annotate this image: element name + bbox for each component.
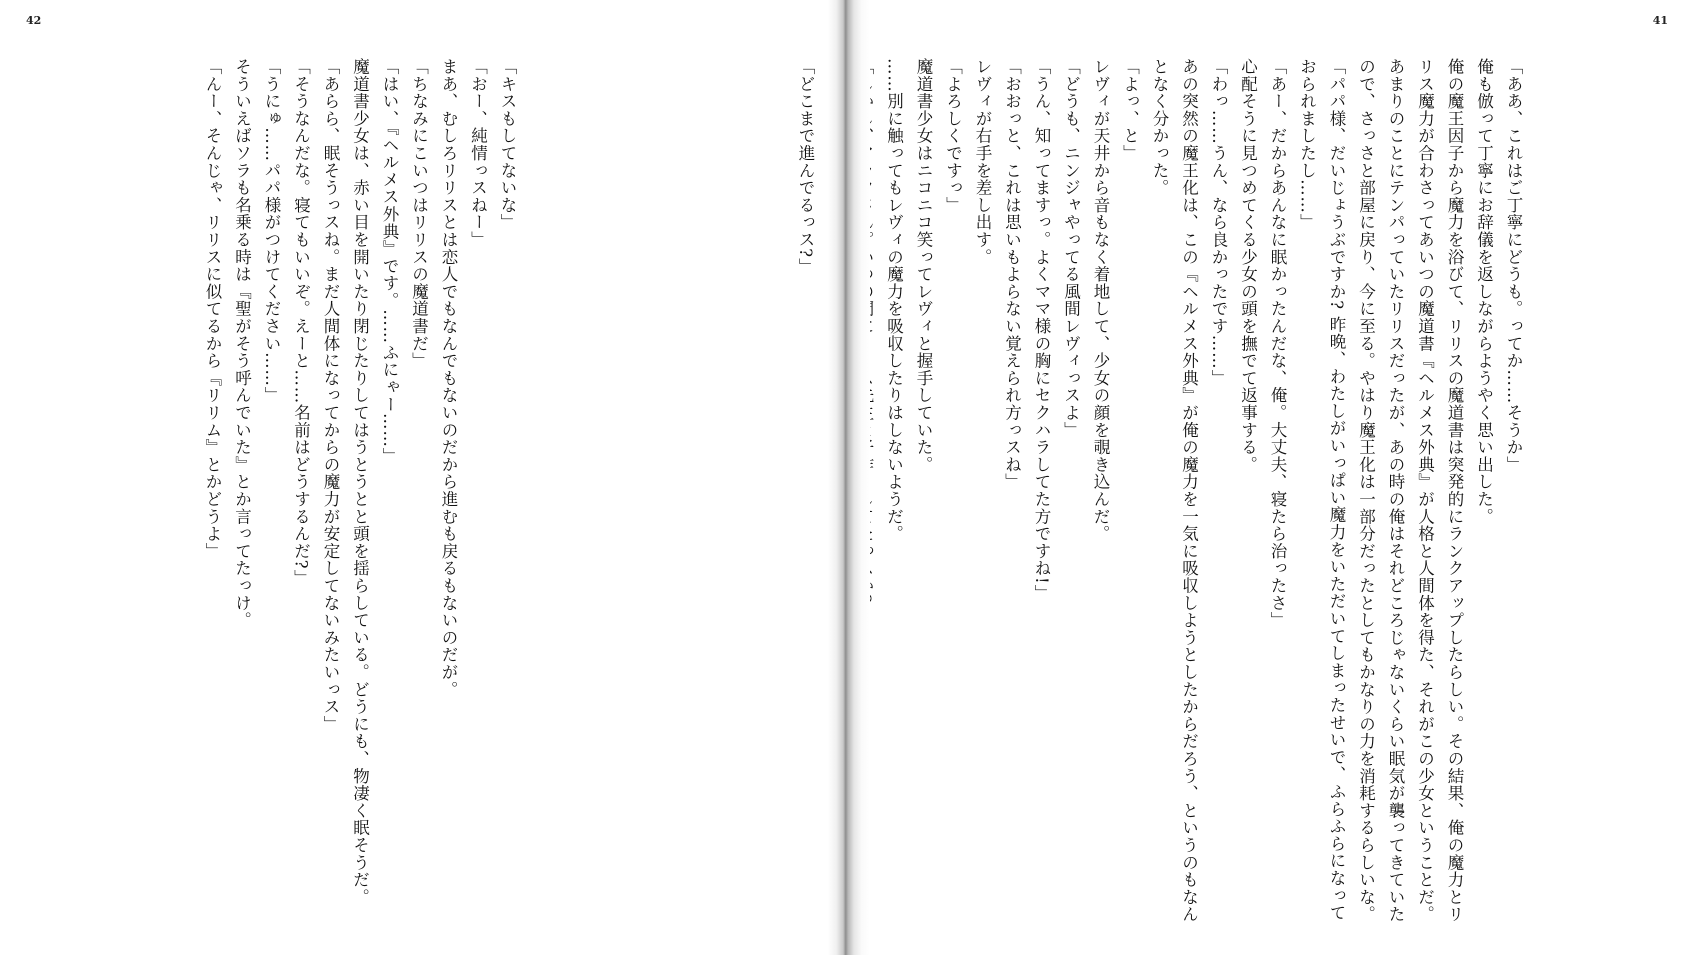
page-number: 42	[26, 14, 42, 27]
text-line: ので、さっさと部屋に戻り、今に至る。やはり魔王化は一部分だったとしてもかなりの力を消耗するらしいな。	[1356, 58, 1376, 923]
text-line: 「おおっと、これは思いもよらない覚えられ方っスね」	[1002, 58, 1022, 491]
text-line: 「どこまで進んでるっス?」	[796, 58, 815, 276]
text-line: リス魔力が合わさってあいつの魔道書『ヘルメス外典』が人格と人間体を得た、それがこの少女ということだ。	[1415, 58, 1435, 923]
text-line: ……別に触ってもレヴィの魔力を吸収したりはしないようだ。	[884, 58, 904, 543]
text-line: おられましたし……」	[1297, 58, 1317, 231]
page-number: 41	[1652, 14, 1668, 27]
text-line: 「んー、そんじゃ、リリスに似てるから『リリム』とかどうよ」	[203, 58, 222, 560]
text-line: そういえばソラも名乗る時は『聖がそう呼んでいた』とか言ってたっけ。	[232, 58, 252, 629]
right-page	[796, 0, 1700, 955]
text-line: 「ああ、これはご丁寧にどうも。ってか……そうか」	[1504, 58, 1523, 474]
text-line: 俺も倣って丁寧にお辞儀を返しながらようやく思い出した。	[1474, 58, 1494, 526]
text-line: 「キスもしてないな」	[498, 58, 517, 231]
left-page-text	[198, 58, 523, 938]
text-line: 「どうも、ニンジャやってる風間レヴィっスよ」	[1061, 58, 1081, 439]
text-line: まあ、むしろリリスとは恋人でもなんでもないのだから進むも戻るもないのだが。	[439, 58, 458, 699]
left-page	[0, 0, 842, 955]
text-line: 「うにゅ……パパ様がつけてください……」	[262, 58, 281, 404]
text-line: 心配そうに見つめてくる少女の頭を撫でて返事する。	[1238, 58, 1258, 474]
text-line: 俺の魔王因子から魔力を浴びて、リリスの魔道書は突発的にランクアップしたらしい。その結果、俺の魔力とリ	[1445, 58, 1464, 923]
text-line: 「よっ、と」	[1120, 58, 1140, 162]
text-line: レヴィが右手を差し出す。	[973, 58, 992, 266]
text-line: あまりのことにテンパっていたリリスだったが、あの時の俺はそれどころじゃないくらい眠気が襲ってきていた	[1386, 58, 1405, 923]
text-line: 魔道書少女はニコニコ笑ってレヴィと握手していた。	[914, 58, 933, 474]
text-line: 魔道書少女は、赤い目を開いたり閉じたりしてはうとうとと頭を揺らしている。どうにも、物凄く眠そうだ。	[350, 58, 370, 906]
text-line: 「あらら、眠そうっスね。まだ人間体になってからの魔力が安定してないみたいっス」	[321, 58, 340, 733]
right-page-text	[791, 58, 1529, 938]
text-line: 「そうなんだな。寝てもいいぞ。えーと……名前はどうするんだ?」	[291, 58, 311, 587]
text-line: レヴィが天井から音もなく着地して、少女の顔を覗き込んだ。	[1091, 58, 1110, 543]
text-line: 「ちなみにこいつはリリスの魔道書だ」	[409, 58, 429, 370]
book-gutter	[828, 0, 870, 955]
text-line: 「うん、知ってますっ。よくママ様の胸にセクハラしてた方ですね!」	[1032, 58, 1051, 602]
text-line: あの突然の魔王化は、この『ヘルメス外典』が俺の魔力を一気に吸収しようとしたからだろう、というのもなん	[1179, 58, 1199, 923]
text-line: 「おー、純情っスねー」	[468, 58, 488, 249]
text-line: 「よろしくですっ」	[943, 58, 963, 214]
text-line: 「はい、『ヘルメス外典』です。……ふにゃー……」	[380, 58, 399, 465]
text-line: 「わっ……うん、なら良かったです……」	[1209, 58, 1228, 387]
text-line: 「あー、だからあんなに眠かったんだな、俺。大丈夫、寝たら治ったさ」	[1268, 58, 1287, 629]
text-line: となく分かった。	[1150, 58, 1169, 197]
text-line: 「パパ様、だいじょうぶですか? 昨晩、わたしがいっぱい魔力をいただいてしまったせいで、ふらふらになって	[1327, 58, 1346, 922]
